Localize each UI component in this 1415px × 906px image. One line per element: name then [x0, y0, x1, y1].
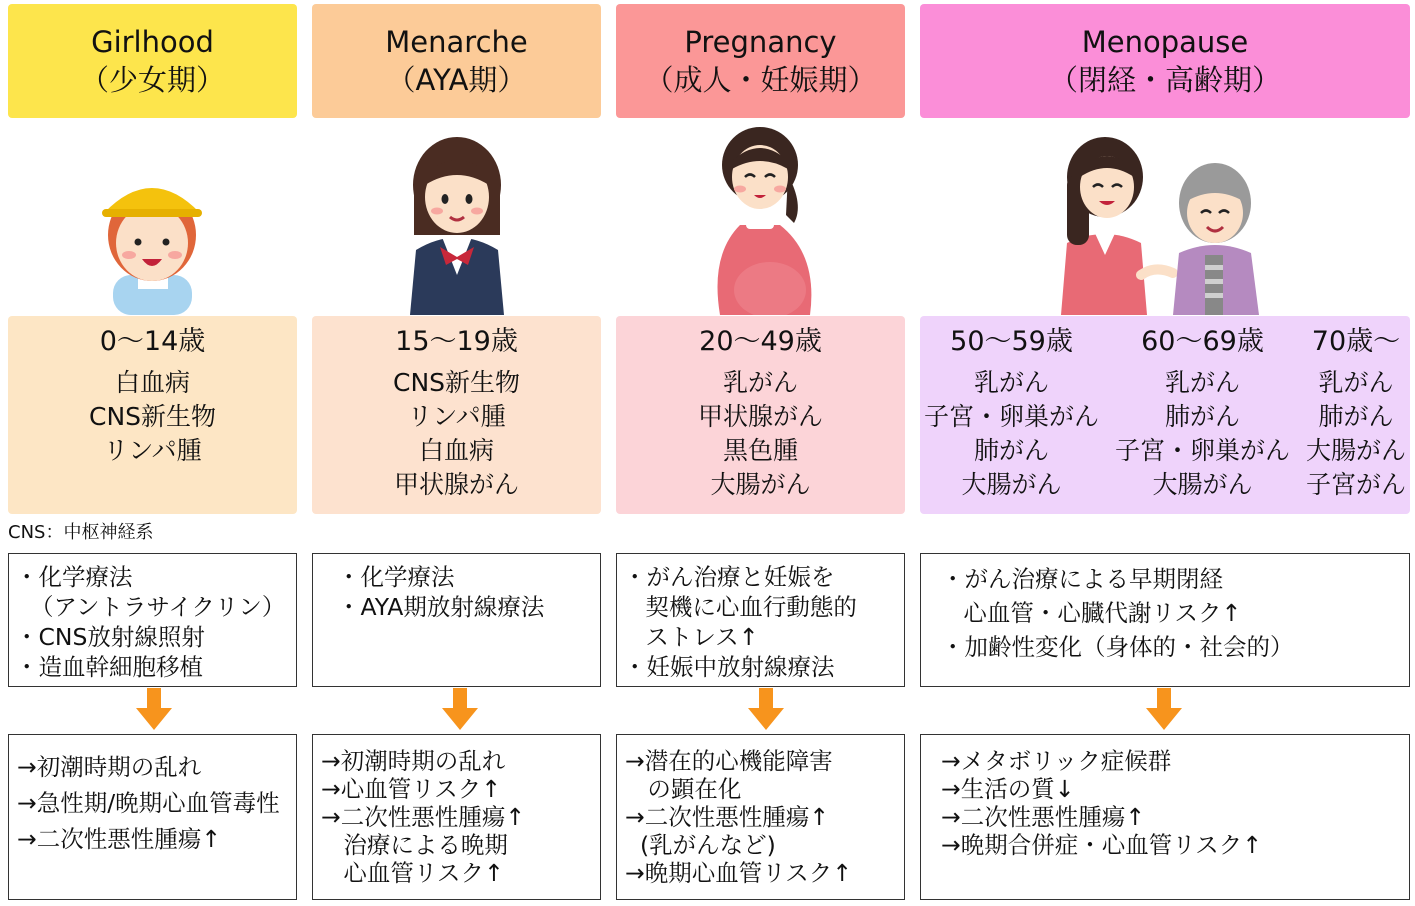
treatment-box-menopause [920, 553, 1410, 687]
treatment-item: ・造血幹細胞移植 [15, 653, 203, 681]
stage-header-girlhood [8, 4, 297, 118]
outcome-item: →二次性悪性腫瘍↑ [625, 803, 829, 831]
outcome-item: →初潮時期の乱れ [17, 753, 202, 781]
stage-subtitle: （少女期） [79, 63, 225, 97]
outcome-box-girlhood [8, 734, 297, 900]
outcome-item: →晩期合併症・心血管リスク↑ [941, 831, 1262, 859]
outcome-item: 治療による晩期 [321, 831, 508, 859]
outcome-item: →急性期/晩期心血管毒性 [17, 789, 280, 817]
cancer-item: 乳がん [1164, 368, 1240, 397]
cancer-item: 白血病 [114, 368, 190, 397]
cancer-item: 大腸がん [961, 470, 1062, 499]
cancer-box-menopause [920, 316, 1410, 514]
cancer-item: リンパ腫 [103, 436, 202, 465]
cancer-box-menarche [312, 316, 601, 514]
stage-subtitle: （閉経・高齢期） [1048, 63, 1281, 97]
outcome-item: →初潮時期の乱れ [321, 747, 506, 775]
cancer-item: リンパ腫 [407, 402, 506, 431]
cancer-item: 子宮・卵巣がん [924, 402, 1100, 431]
outcome-item: 心血管リスク↑ [321, 859, 504, 887]
treatment-item: ・化学療法 [337, 563, 455, 591]
down-arrow-icon [1144, 688, 1184, 732]
outcome-item: の顕在化 [625, 775, 742, 803]
cancer-item: 甲状腺がん [697, 402, 823, 431]
abbreviation-note: CNS：中枢神経系 [8, 522, 154, 543]
stage-header-pregnancy [616, 4, 905, 118]
treatment-item: ・妊娠中放射線療法 [623, 653, 835, 681]
cancer-item: CNS新生物 [88, 402, 217, 431]
outcome-box-menarche [312, 734, 601, 900]
outcome-item: →二次性悪性腫瘍↑ [941, 803, 1145, 831]
age-range: 70歳～ [1311, 326, 1401, 357]
cancer-item: CNS新生物 [392, 368, 521, 397]
outcome-item: →晩期心血管リスク↑ [625, 859, 852, 887]
age-range: 50～59歳 [950, 326, 1073, 357]
stage-subtitle: （成人・妊娠期） [644, 63, 877, 97]
stage-title: Menarche [385, 25, 528, 59]
treatment-item: （アントラサイクリン） [15, 593, 286, 621]
stage-title: Menopause [1081, 25, 1249, 59]
age-range: 15～19歳 [395, 326, 518, 357]
cancer-item: 乳がん [974, 368, 1050, 397]
cancer-item: 大腸がん [1305, 436, 1406, 465]
outcome-item: →心血管リスク↑ [321, 775, 501, 803]
cancer-item: 肺がん [1164, 402, 1240, 431]
treatment-item: ・AYA期放射線療法 [337, 593, 545, 621]
outcome-item: →潜在的心機能障害 [625, 747, 833, 775]
age-group-70s [1306, 316, 1406, 502]
stage-title: Pregnancy [684, 25, 837, 59]
cancer-item: 大腸がん [710, 470, 811, 499]
treatment-item: 契機に心血行動態的 [623, 593, 857, 621]
cancer-item: 乳がん [1318, 368, 1394, 397]
treatment-box-pregnancy [616, 553, 905, 687]
age-range: 20～49歳 [699, 326, 822, 357]
age-group-60s [1115, 316, 1290, 502]
down-arrow-icon [440, 688, 480, 732]
outcome-item: →メタボリック症候群 [941, 747, 1172, 775]
treatment-box-menarche [312, 553, 601, 687]
down-arrow-icon [746, 688, 786, 732]
treatment-item: 心血管・心臓代謝リスク↑ [941, 599, 1242, 627]
cancer-box-girlhood [8, 316, 297, 514]
outcome-item: →生活の質↓ [941, 775, 1075, 803]
treatment-item: ・化学療法 [15, 563, 133, 591]
schoolgirl-uniform-icon [392, 125, 522, 315]
cancer-box-pregnancy [616, 316, 905, 514]
stage-subtitle: （AYA期） [386, 63, 527, 97]
treatment-box-girlhood [8, 553, 297, 687]
cancer-item: 黒色腫 [722, 436, 798, 465]
cancer-item: 白血病 [418, 436, 494, 465]
age-range: 60～69歳 [1141, 326, 1264, 357]
down-arrow-icon [134, 688, 174, 732]
age-range: 0～14歳 [99, 326, 206, 357]
stage-header-menarche [312, 4, 601, 118]
treatment-item: ・がん治療と妊娠を [623, 563, 835, 591]
treatment-item: ・CNS放射線照射 [15, 623, 205, 651]
outcome-box-menopause [920, 734, 1410, 900]
outcome-item: →二次性悪性腫瘍↑ [321, 803, 525, 831]
cancer-item: 肺がん [1318, 402, 1394, 431]
cancer-item: 子宮がん [1305, 470, 1406, 499]
woman-and-elderly-woman-icon [1055, 125, 1275, 315]
treatment-item: ・加齢性変化（身体的・社会的） [941, 633, 1294, 661]
age-group-50s [924, 316, 1099, 502]
stage-header-menopause [920, 4, 1410, 118]
pregnant-woman-icon [700, 125, 820, 315]
treatment-item: ・がん治療による早期閉経 [941, 565, 1223, 593]
outcome-item: (乳がんなど) [625, 831, 776, 859]
cancer-item: 子宮・卵巣がん [1114, 436, 1290, 465]
cancer-item: 甲状腺がん [393, 470, 519, 499]
cancer-item: 肺がん [974, 436, 1050, 465]
stage-title: Girlhood [91, 25, 214, 59]
cancer-item: 大腸がん [1152, 470, 1253, 499]
outcome-item: →二次性悪性腫瘍↑ [17, 825, 221, 853]
outcome-box-pregnancy [616, 734, 905, 900]
girl-yellow-hat-icon [80, 125, 225, 315]
treatment-item: ストレス↑ [623, 623, 759, 651]
cancer-item: 乳がん [722, 368, 798, 397]
